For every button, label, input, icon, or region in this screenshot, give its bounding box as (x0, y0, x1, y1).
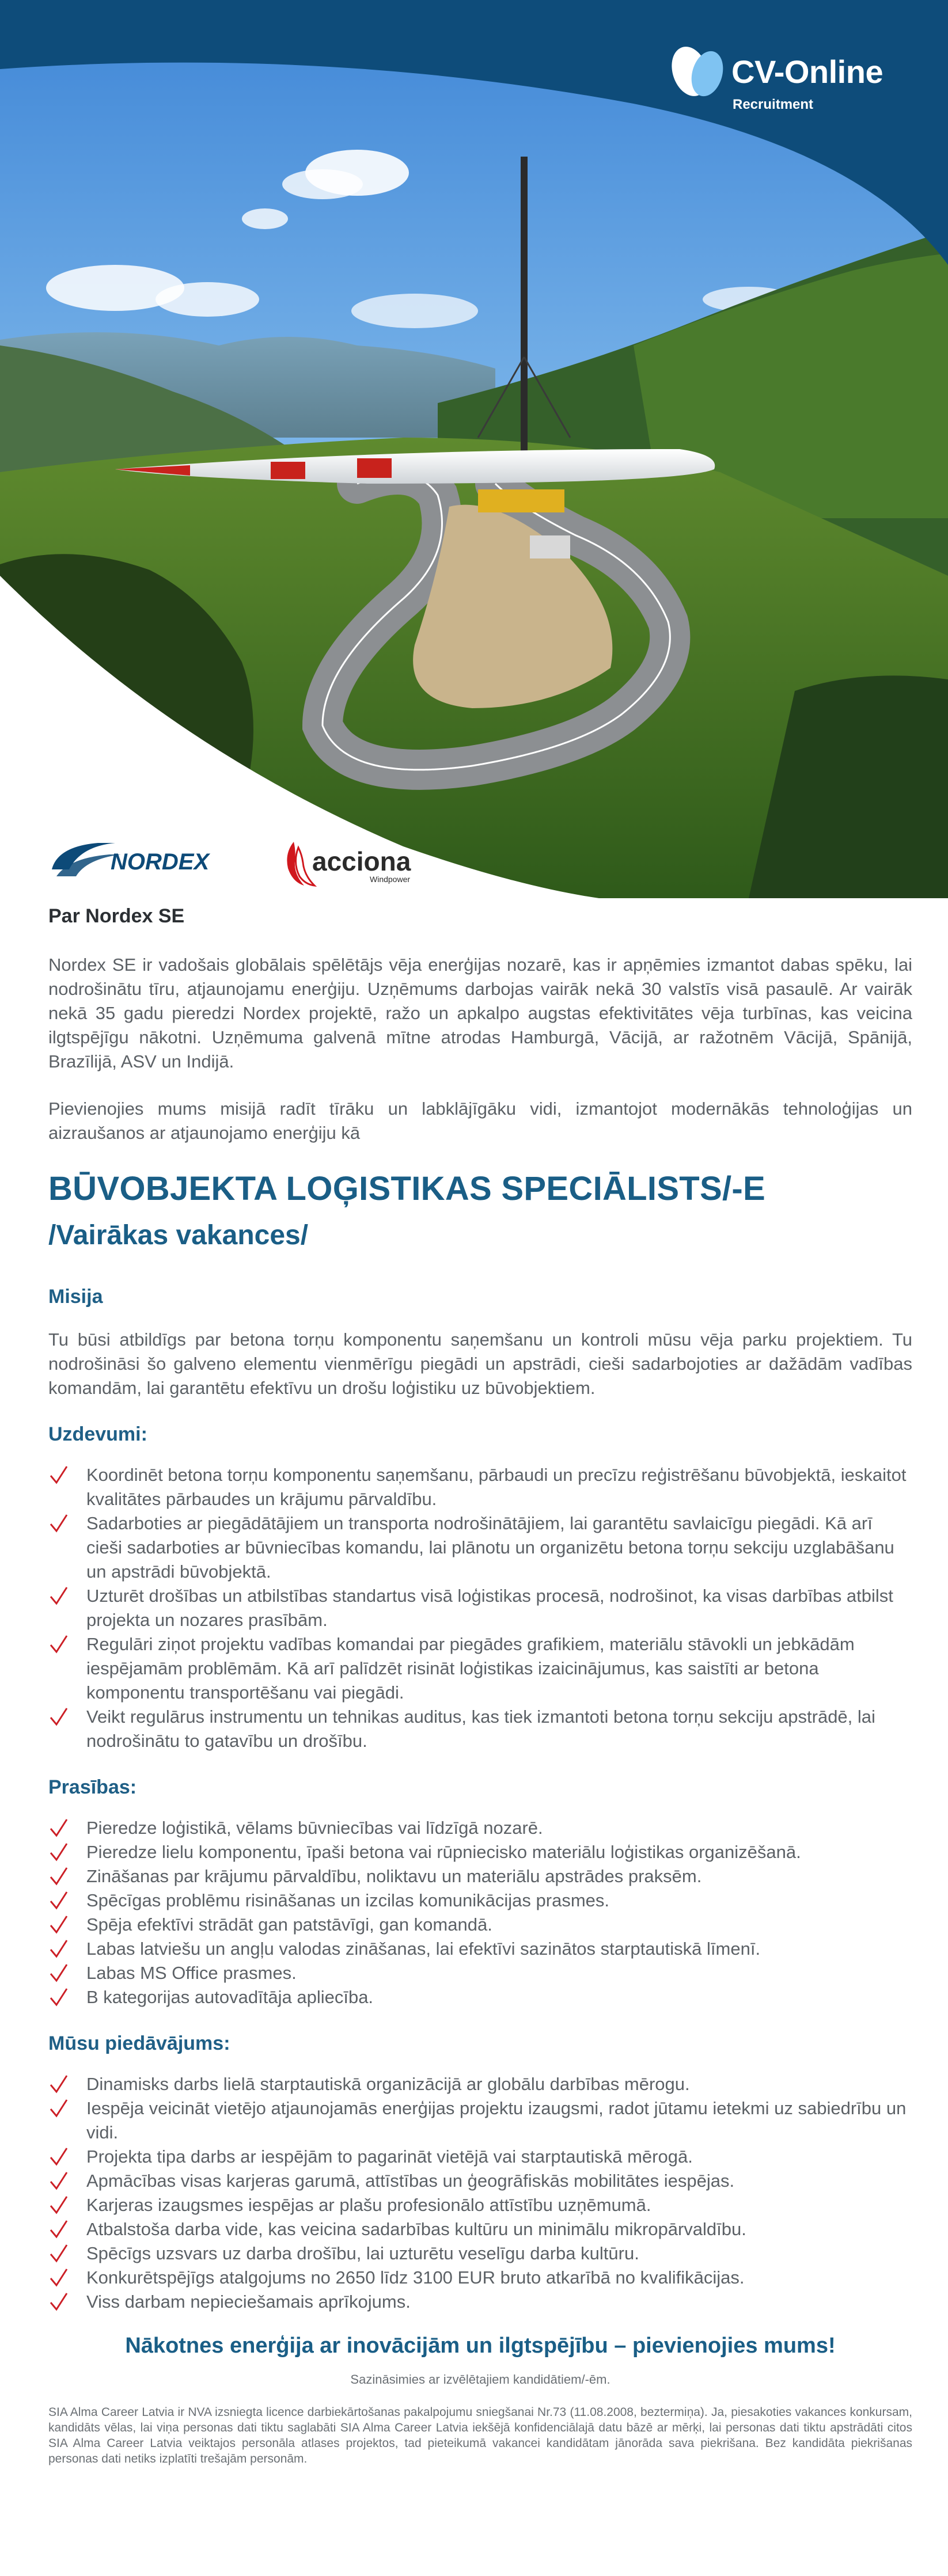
list-item: Dinamisks darbs lielā starptautiskā organizācijā ar globālu darbības mērogu. (48, 2072, 912, 2096)
job-subtitle: /Vairākas vakances/ (48, 1220, 309, 1251)
list-item: Labas MS Office prasmes. (48, 1961, 912, 1985)
check-icon (48, 1464, 69, 1486)
offer-heading: Mūsu piedāvājums: (48, 2032, 230, 2054)
list-item: Zināšanas par krājumu pārvaldību, noliktavu un materiālu apstrādes praksēm. (48, 1864, 912, 1889)
check-icon (48, 1865, 69, 1887)
check-icon (48, 1986, 69, 2008)
list-item: Projekta tipa darbs ar iespējām to pagarināt vietējā vai starptautiskā mērogā. (48, 2145, 912, 2169)
about-paragraph-2: Pievienojies mums misijā radīt tīrāku un labklājīgāku vidi, izmantojot modernākās tehnoloģijas un aizraušanos ar atjaunojamo enerģiju kā (48, 1099, 912, 1143)
acciona-logo-icon (287, 842, 314, 886)
mission-text: Tu būsi atbildīgs par betona torņu komponentu saņemšanu un kontroli mūsu vēja parku projektiem. Tu nodrošināsi šo galveno elementu vienmērīgu piegādi un apstrādi, cieši sadarbojoties ar dažādām vadības komandām, lai garantētu efektīvu un drošu loģistiku uz būvobjektiem. (48, 1329, 912, 1398)
job-ad-body (48, 904, 912, 2467)
contact-note: Sazināsimies ar izvēlētajiem kandidātiem/-ēm. (350, 2372, 610, 2387)
check-icon (48, 2170, 69, 2192)
acciona-wordmark: acciona (312, 846, 411, 876)
acciona-sub: Windpower (370, 875, 411, 884)
check-icon (48, 1938, 69, 1960)
list-item: Spēja efektīvi strādāt gan patstāvīgi, gan komandā. (48, 1913, 912, 1937)
check-icon (48, 2194, 69, 2216)
partner-logos-graphic (46, 829, 415, 892)
about-heading: Par Nordex SE (48, 905, 185, 927)
check-icon (48, 2098, 69, 2119)
hero-banner (0, 0, 948, 898)
list-item: B kategorijas autovadītāja apliecība. (48, 1985, 912, 2009)
check-icon (48, 1706, 69, 1728)
about-paragraph-1: Nordex SE ir vadošais globālais spēlētājs vēja enerģijas nozarē, kas ir apņēmies izmantot dabas spēku, lai nodrošinātu tīru, atjaunojamu enerģiju. Uzņēmums darbojas vairāk nekā 30 valstīs visā pasaulē. Ar vairāk nekā 35 gadu pieredzi Nordex projektē, ražo un apkalpo augstas efektivitātes vēja turbīnas, kas veicina ilgtspējīgu nākotni. Uzņēmuma galvenā mītne atrodas Hamburgā, Vācijā, ar ražotnēm Vācijā, Spānijā, Brazīlijā, ASV un Indijā. (48, 955, 912, 1072)
list-item: Atbalstoša darba vide, kas veicina sadarbības kultūru un minimālu mikropārvaldību. (48, 2217, 912, 2241)
requirements-heading: Prasības: (48, 1776, 137, 1798)
list-item: Uzturēt drošības un atbilstības standartus visā loģistikas procesā, nodrošinot, ka visas darbības atbilst projekta un nozares prasībām. (48, 1584, 912, 1632)
list-item: Pieredze loģistikā, vēlams būvniecības vai līdzīgā nozarē. (48, 1816, 912, 1840)
check-icon (48, 1633, 69, 1655)
partner-logos (46, 829, 415, 892)
legal-notice: SIA Alma Career Latvia ir NVA izsniegta licence darbiekārtošanas pakalpojumu sniegšanai Nr.73 (11.08.2008, beztermiņa). Ja, piesakoties vakances konkursam, kandidāts vēlas, lai viņa personas dati tiktu saglabāti SIA Alma Career Latvia iekšējā konfidenciālajā datu bāzē ar mērķi, lai personas dati tiktu apstrādāti citos SIA Alma Career Latvia veiktajos personāla atlases projektos, tad pieteikumā vakancei kandidātam jānorāda sava piekrišana. Bez kandidāta piekrišanas personas dati netiks izplatīti trešajām personām. (48, 2406, 912, 2465)
list-item: Karjeras izaugsmes iespējas ar plašu profesionālo attīstību uzņēmumā. (48, 2193, 912, 2217)
check-icon (48, 2073, 69, 2095)
list-item: Koordinēt betona torņu komponentu saņemšanu, pārbaudi un precīzu reģistrēšanu būvobjektā, ieskaitot kvalitātes pārbaudes un krājumu pārvaldību. (48, 1463, 912, 1511)
cv-online-logo[interactable] (668, 41, 922, 122)
list-item: Spēcīgs uzsvars uz darba drošību, lai uzturētu veselīgu darba kultūru. (48, 2241, 912, 2266)
brand-name: CV-Online (731, 54, 883, 90)
check-icon (48, 1585, 69, 1607)
cv-online-mark-icon (668, 44, 731, 107)
check-icon (48, 2218, 69, 2240)
call-to-action: Nākotnes enerģija ar inovācijām un ilgtspējību – pievienojies mums! (125, 2334, 836, 2358)
mission-heading: Misija (48, 1286, 103, 1308)
check-icon (48, 1962, 69, 1984)
tasks-list (48, 1463, 912, 1753)
list-item: Iespēja veicināt vietējo atjaunojamās enerģijas projektu izaugsmi, radot jūtamu ietekmi uz sabiedrību un vidi. (48, 2096, 912, 2145)
check-icon (48, 2243, 69, 2265)
list-item: Konkurētspējīgs atalgojums no 2650 līdz 3100 EUR bruto atkarībā no kvalifikācijas. (48, 2266, 912, 2290)
list-item: Viss darbam nepieciešamais aprīkojums. (48, 2290, 912, 2314)
list-item: Spēcīgas problēmu risināšanas un izcilas komunikācijas prasmes. (48, 1889, 912, 1913)
brand-subtitle: Recruitment (733, 97, 814, 112)
nordex-wordmark: NORDEX (111, 849, 210, 875)
list-item: Pieredze lielu komponentu, īpaši betona vai rūpniecisko materiālu loģistikas organizēšanā. (48, 1840, 912, 1864)
tasks-heading: Uzdevumi: (48, 1423, 147, 1445)
list-item: Labas latviešu un angļu valodas zināšanas, lai efektīvi sazinātos starptautiskā līmenī. (48, 1937, 912, 1961)
hero-photo (0, 0, 948, 898)
list-item: Apmācības visas karjeras garumā, attīstības un ģeogrāfiskās mobilitātes iespējas. (48, 2169, 912, 2193)
check-icon (48, 1914, 69, 1936)
list-item: Regulāri ziņot projektu vadības komandai par piegādes grafikiem, materiālu stāvokli un jebkādām iespējamām problēmām. Kā arī palīdzēt risināt loģistikas izaicinājumus, kas saistīti ar betona komponentu transportēšanu vai piegādi. (48, 1632, 912, 1705)
list-item: Sadarboties ar piegādātājiem un transporta nodrošinātājiem, lai garantētu savlaicīgu piegādi. Kā arī cieši sadarboties ar būvniecības komandu, lai plānotu un organizētu betona torņu sekciju uzglabāšanu un apstrādi būvobjektā. (48, 1511, 912, 1584)
job-title: BŪVOBJEKTA LOĢISTIKAS SPECIĀLISTS/-E (48, 1170, 766, 1207)
check-icon (48, 2291, 69, 2313)
check-icon (48, 1890, 69, 1912)
offer-list (48, 2072, 912, 2314)
check-icon (48, 1841, 69, 1863)
list-item: Veikt regulārus instrumentu un tehnikas auditus, kas tiek izmantoti betona torņu sekciju apstrādē, lai nodrošinātu to gatavību un drošību. (48, 1705, 912, 1753)
check-icon (48, 1817, 69, 1839)
check-icon (48, 2267, 69, 2289)
check-icon (48, 2146, 69, 2168)
requirements-list (48, 1816, 912, 2009)
check-icon (48, 1513, 69, 1534)
